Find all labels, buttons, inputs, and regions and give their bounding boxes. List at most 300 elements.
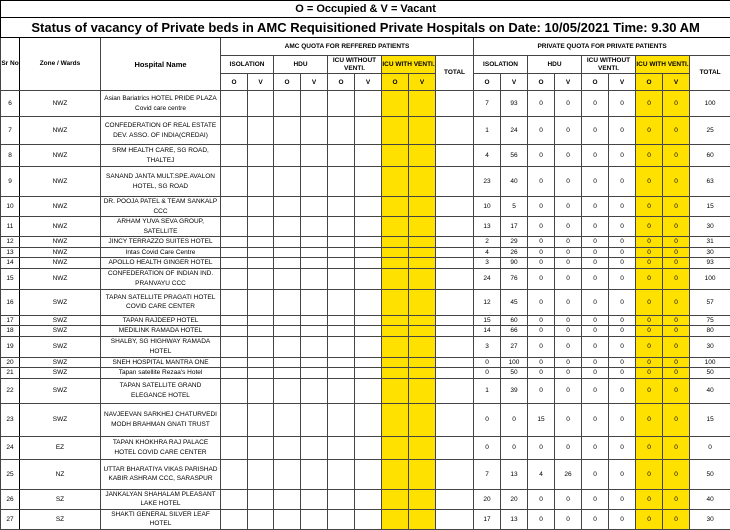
private-quota-cell: 0 [555,436,582,459]
page-title: Status of vacancy of Private beds in AMC Requisitioned Private Hospitals on Date: 10/05/2021 Time: 9.30 AM [1,18,730,38]
amc-quota-cell [328,378,355,403]
amc-quota-cell [409,436,436,459]
private-quota-cell: 7 [474,91,501,117]
private-quota-cell: 0 [609,258,636,269]
amc-quota-cell [382,489,409,509]
hospital-name-cell: SRM HEALTH CARE, SG ROAD, THALTEJ [101,145,221,167]
amc-quota-cell [328,91,355,117]
private-quota-cell: 0 [609,268,636,289]
sr-no-cell: 19 [1,336,20,357]
amc-total-cell [436,258,474,269]
amc-quota-cell [248,368,274,379]
header-private-total: TOTAL [690,56,730,91]
private-quota-cell: 0 [636,459,663,489]
table-row [1,368,730,379]
private-total-cell: 100 [690,357,730,368]
amc-quota-cell [301,357,328,368]
amc-total-cell [436,378,474,403]
private-quota-cell: 20 [501,489,528,509]
amc-quota-cell [409,145,436,167]
private-quota-cell: 0 [555,489,582,509]
amc-quota-cell [248,197,274,217]
amc-quota-cell [409,403,436,436]
private-quota-cell: 5 [501,197,528,217]
private-quota-cell: 0 [663,378,690,403]
private-quota-cell: 3 [474,336,501,357]
private-quota-cell: 0 [582,336,609,357]
amc-total-cell [436,91,474,117]
zone-cell: SWZ [20,403,101,436]
zone-cell: NWZ [20,197,101,217]
sr-no-cell: 11 [1,217,20,237]
amc-quota-cell [221,336,248,357]
sr-no-cell: 8 [1,145,20,167]
amc-quota-cell [301,315,328,326]
private-quota-cell: 0 [582,197,609,217]
sr-no-cell: 7 [1,117,20,145]
amc-quota-cell [355,403,382,436]
amc-quota-cell [355,289,382,315]
private-quota-cell: 0 [582,258,609,269]
private-total-cell: 50 [690,459,730,489]
private-quota-cell: 0 [609,357,636,368]
private-quota-cell: 0 [663,217,690,237]
amc-quota-cell [221,326,248,337]
table-row [1,167,730,197]
private-quota-cell: 60 [501,315,528,326]
table-row [1,145,730,167]
private-quota-cell: 0 [555,326,582,337]
header-hospital-name: Hospital Name [101,38,221,91]
amc-quota-cell [355,315,382,326]
table-row [1,258,730,269]
amc-quota-cell [221,315,248,326]
amc-quota-cell [274,289,301,315]
amc-quota-cell [274,91,301,117]
private-quota-cell: 66 [501,326,528,337]
private-quota-cell: 0 [555,217,582,237]
private-quota-cell: 17 [501,217,528,237]
table-row [1,91,730,117]
header-amc-total: TOTAL [436,56,474,91]
amc-quota-cell [274,167,301,197]
private-quota-cell: 0 [555,237,582,248]
amc-quota-cell [355,197,382,217]
private-quota-cell: 3 [474,258,501,269]
private-quota-cell: 15 [528,403,555,436]
table-row [1,117,730,145]
private-quota-cell: 0 [582,217,609,237]
private-quota-cell: 0 [555,247,582,258]
amc-quota-cell [248,268,274,289]
private-quota-cell: 0 [528,378,555,403]
private-quota-cell: 56 [501,145,528,167]
amc-quota-cell [301,436,328,459]
private-quota-cell: 0 [555,268,582,289]
amc-quota-cell [382,117,409,145]
table-row [1,403,730,436]
private-quota-cell: 90 [501,258,528,269]
amc-quota-cell [382,357,409,368]
amc-total-cell [436,436,474,459]
amc-quota-cell [355,368,382,379]
private-total-cell: 75 [690,315,730,326]
amc-total-cell [436,326,474,337]
amc-quota-cell [301,368,328,379]
amc-quota-cell [248,258,274,269]
amc-quota-cell [301,268,328,289]
header-amc-hdu: HDU [274,56,328,74]
sr-no-cell: 10 [1,197,20,217]
table-row [1,459,730,489]
header-private-icu-without-venti: ICU WITHOUT VENTI. [582,56,636,74]
table-row [1,315,730,326]
amc-quota-cell [248,167,274,197]
amc-quota-cell [328,237,355,248]
private-quota-cell: 0 [636,247,663,258]
amc-quota-cell [328,117,355,145]
amc-total-cell [436,289,474,315]
private-quota-cell: 0 [636,336,663,357]
private-quota-cell: 24 [501,117,528,145]
amc-quota-cell [274,197,301,217]
private-quota-cell: 76 [501,268,528,289]
amc-quota-cell [248,237,274,248]
private-quota-cell: 0 [474,403,501,436]
zone-cell: SWZ [20,357,101,368]
private-quota-cell: 0 [501,436,528,459]
amc-quota-cell [328,258,355,269]
private-total-cell: 30 [690,336,730,357]
amc-quota-cell [221,436,248,459]
amc-quota-cell [274,117,301,145]
hospital-name-cell: SANAND JANTA MULT.SPE.AVALON HOTEL, SG ROAD [101,167,221,197]
private-quota-cell: 24 [474,268,501,289]
amc-total-cell [436,459,474,489]
private-quota-cell: 0 [528,289,555,315]
private-quota-cell: 0 [663,326,690,337]
private-quota-cell: 26 [555,459,582,489]
private-quota-cell: 0 [582,268,609,289]
private-quota-cell: 13 [501,509,528,529]
private-quota-cell: 0 [609,91,636,117]
private-quota-cell: 10 [474,197,501,217]
private-quota-cell: 13 [501,459,528,489]
private-quota-cell: 0 [528,436,555,459]
amc-quota-cell [328,197,355,217]
amc-quota-cell [355,357,382,368]
amc-total-cell [436,403,474,436]
hospital-name-cell: CONFEDERATION OF REAL ESTATE DEV. ASSO. OF INDIA(CREDAI) [101,117,221,145]
zone-cell: NWZ [20,117,101,145]
private-quota-cell: 0 [582,326,609,337]
table-row [1,489,730,509]
private-quota-cell: 0 [582,403,609,436]
amc-quota-cell [221,509,248,529]
private-quota-cell: 0 [555,403,582,436]
amc-quota-cell [274,509,301,529]
amc-quota-cell [221,217,248,237]
private-quota-cell: 39 [501,378,528,403]
amc-quota-cell [409,459,436,489]
hospital-name-cell: JANKALYAN SHAHALAM PLEASANT LAKE HOTEL [101,489,221,509]
private-quota-cell: 0 [582,378,609,403]
private-quota-cell: 0 [609,489,636,509]
zone-cell: NWZ [20,247,101,258]
private-quota-cell: 0 [555,117,582,145]
private-quota-cell: 0 [555,357,582,368]
header-v: V [248,74,274,91]
private-quota-cell: 0 [609,509,636,529]
header-v: V [609,74,636,91]
sr-no-cell: 6 [1,91,20,117]
private-quota-cell: 17 [474,509,501,529]
private-quota-cell: 0 [609,326,636,337]
amc-quota-cell [355,489,382,509]
amc-quota-cell [355,237,382,248]
private-total-cell: 100 [690,91,730,117]
private-quota-cell: 0 [636,326,663,337]
private-quota-cell: 0 [474,357,501,368]
amc-quota-cell [274,403,301,436]
private-quota-cell: 0 [582,145,609,167]
amc-quota-cell [221,258,248,269]
private-quota-cell: 0 [582,489,609,509]
amc-quota-cell [328,489,355,509]
amc-quota-cell [274,237,301,248]
legend-row: O = Occupied & V = Vacant [1,1,730,18]
amc-quota-cell [409,509,436,529]
amc-quota-cell [382,368,409,379]
zone-cell: SWZ [20,368,101,379]
amc-quota-cell [328,357,355,368]
sr-no-cell: 14 [1,258,20,269]
amc-quota-cell [409,197,436,217]
private-quota-cell: 15 [474,315,501,326]
amc-quota-cell [248,378,274,403]
sr-no-cell: 25 [1,459,20,489]
amc-quota-cell [274,315,301,326]
amc-quota-cell [248,336,274,357]
amc-quota-cell [328,459,355,489]
amc-quota-cell [221,268,248,289]
private-quota-cell: 0 [636,268,663,289]
hospital-name-cell: Intas Covid Care Centre [101,247,221,258]
private-quota-cell: 0 [609,217,636,237]
zone-cell: NWZ [20,237,101,248]
amc-quota-cell [382,145,409,167]
sr-no-cell: 22 [1,378,20,403]
amc-total-cell [436,509,474,529]
amc-quota-cell [382,289,409,315]
sr-no-cell: 13 [1,247,20,258]
private-quota-cell: 4 [474,145,501,167]
amc-quota-cell [382,378,409,403]
private-quota-cell: 0 [609,117,636,145]
header-v: V [409,74,436,91]
amc-total-cell [436,315,474,326]
header-private-quota: PRIVATE QUOTA FOR PRIVATE PATIENTS [474,38,730,56]
amc-quota-cell [409,357,436,368]
private-quota-cell: 0 [663,145,690,167]
private-quota-cell: 0 [528,509,555,529]
amc-quota-cell [301,237,328,248]
amc-quota-cell [301,247,328,258]
private-quota-cell: 1 [474,117,501,145]
private-quota-cell: 0 [582,509,609,529]
amc-quota-cell [382,247,409,258]
amc-quota-cell [382,436,409,459]
header-o: O [582,74,609,91]
amc-quota-cell [355,436,382,459]
table-row [1,237,730,248]
header-v: V [501,74,528,91]
header-sr-no: Sr No [1,38,20,91]
private-quota-cell: 0 [663,357,690,368]
amc-quota-cell [248,117,274,145]
amc-quota-cell [274,217,301,237]
amc-quota-cell [382,237,409,248]
zone-cell: SWZ [20,336,101,357]
amc-quota-cell [355,268,382,289]
private-quota-cell: 0 [609,368,636,379]
private-quota-cell: 0 [582,167,609,197]
amc-total-cell [436,489,474,509]
private-quota-cell: 0 [582,436,609,459]
header-private-isolation: ISOLATION [474,56,528,74]
amc-quota-cell [248,289,274,315]
amc-total-cell [436,217,474,237]
private-total-cell: 80 [690,326,730,337]
table-row [1,247,730,258]
private-total-cell: 25 [690,117,730,145]
private-quota-cell: 0 [528,268,555,289]
amc-quota-cell [382,217,409,237]
zone-cell: NWZ [20,258,101,269]
private-quota-cell: 0 [636,315,663,326]
amc-total-cell [436,167,474,197]
private-quota-cell: 0 [528,368,555,379]
table-row [1,509,730,529]
amc-quota-cell [382,268,409,289]
amc-total-cell [436,357,474,368]
private-quota-cell: 0 [555,378,582,403]
amc-quota-cell [301,197,328,217]
private-quota-cell: 0 [663,336,690,357]
private-quota-cell: 0 [636,237,663,248]
table-body [1,91,730,530]
private-total-cell: 63 [690,167,730,197]
header-o: O [328,74,355,91]
private-total-cell: 40 [690,489,730,509]
sr-no-cell: 9 [1,167,20,197]
private-quota-cell: 0 [609,167,636,197]
amc-quota-cell [274,247,301,258]
amc-quota-cell [301,167,328,197]
private-quota-cell: 4 [528,459,555,489]
private-quota-cell: 0 [528,489,555,509]
private-total-cell: 0 [690,436,730,459]
private-quota-cell: 0 [636,403,663,436]
zone-cell: NWZ [20,145,101,167]
private-total-cell: 40 [690,378,730,403]
private-total-cell: 57 [690,289,730,315]
zone-cell: SWZ [20,326,101,337]
private-quota-cell: 0 [528,315,555,326]
amc-quota-cell [248,357,274,368]
private-quota-cell: 0 [555,315,582,326]
private-quota-cell: 0 [528,336,555,357]
amc-quota-cell [328,368,355,379]
private-quota-cell: 0 [636,378,663,403]
amc-quota-cell [301,326,328,337]
header-o: O [382,74,409,91]
header-amc-icu-with-venti: ICU WITH VENTI. [382,56,436,74]
amc-quota-cell [301,258,328,269]
amc-quota-cell [221,197,248,217]
hospital-name-cell: ARHAM YUVA SEVA GROUP, SATELLITE [101,217,221,237]
zone-cell: NWZ [20,167,101,197]
amc-quota-cell [248,403,274,436]
private-total-cell: 30 [690,509,730,529]
hospital-name-cell: APOLLO HEALTH GINGER HOTEL [101,258,221,269]
amc-quota-cell [355,145,382,167]
amc-quota-cell [221,289,248,315]
amc-quota-cell [409,117,436,145]
table-row [1,378,730,403]
private-quota-cell: 0 [555,368,582,379]
amc-quota-cell [221,91,248,117]
amc-quota-cell [221,403,248,436]
amc-quota-cell [301,117,328,145]
amc-quota-cell [409,268,436,289]
hospital-name-cell: MEDILINK RAMADA HOTEL [101,326,221,337]
amc-quota-cell [355,117,382,145]
header-amc-isolation: ISOLATION [221,56,274,74]
private-quota-cell: 0 [609,145,636,167]
amc-quota-cell [221,237,248,248]
private-quota-cell: 50 [501,368,528,379]
amc-quota-cell [301,289,328,315]
amc-quota-cell [301,378,328,403]
amc-quota-cell [274,326,301,337]
amc-quota-cell [274,336,301,357]
private-quota-cell: 45 [501,289,528,315]
private-quota-cell: 0 [636,217,663,237]
zone-cell: SZ [20,489,101,509]
private-quota-cell: 0 [555,145,582,167]
private-quota-cell: 0 [636,258,663,269]
zone-cell: NZ [20,459,101,489]
private-quota-cell: 0 [609,378,636,403]
amc-total-cell [436,237,474,248]
amc-quota-cell [274,459,301,489]
hospital-name-cell: SNEH HOSPITAL MANTRA ONE [101,357,221,368]
amc-quota-cell [301,217,328,237]
private-quota-cell: 0 [555,509,582,529]
amc-quota-cell [248,459,274,489]
hospital-name-cell: TAPAN RAJDEEP HOTEL [101,315,221,326]
amc-quota-cell [221,368,248,379]
amc-quota-cell [355,336,382,357]
amc-quota-cell [409,326,436,337]
private-quota-cell: 0 [609,247,636,258]
amc-quota-cell [301,403,328,436]
amc-quota-cell [248,217,274,237]
zone-cell: SWZ [20,315,101,326]
private-quota-cell: 0 [663,258,690,269]
amc-quota-cell [382,336,409,357]
